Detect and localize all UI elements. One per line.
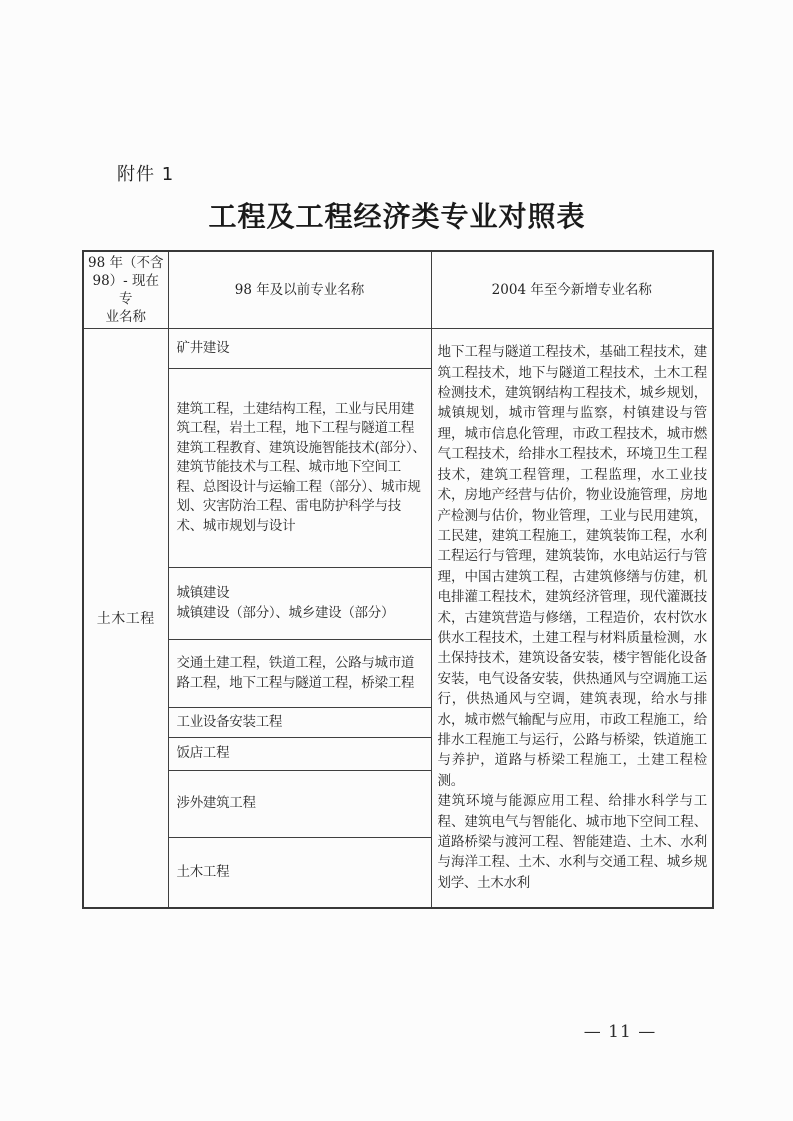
- header-current-major-name: [83, 251, 168, 329]
- header-line: 业名称: [105, 309, 146, 325]
- new-majors-paragraph: 建筑环境与能源应用工程、给排水科学与工程、建筑电气与智能化、城市地下空间工程、道路桥梁与渡河工程、智能建造、土木、水利与海洋工程、土木、水利与交通工程、城乡规划学、土木水利: [437, 793, 707, 891]
- old-major-text: 城镇建设（部分）、城乡建设（部分）: [176, 604, 395, 621]
- old-major-text: 土木工程: [176, 863, 230, 880]
- table-row: [83, 329, 713, 369]
- majors-comparison-table: [82, 250, 714, 909]
- old-major-text: 矿井建设: [176, 339, 230, 356]
- document-title: 工程及工程经济类专业对照表: [208, 200, 586, 233]
- new-majors-cell: [431, 329, 713, 908]
- old-major-cell: [168, 738, 431, 771]
- old-major-text: 交通土建工程，铁道工程，公路与城市道路工程，地下工程与隧道工程，桥梁工程: [176, 655, 415, 691]
- old-major-text: 涉外建筑工程: [176, 795, 256, 812]
- old-major-text: 工业设备安装工程: [176, 713, 283, 730]
- old-major-cell: [168, 708, 431, 738]
- old-major-text: 城镇建设: [176, 585, 230, 601]
- header-line: 98 年（不含: [88, 255, 164, 271]
- header-post2004-major-name: 2004 年至今新增专业名称: [431, 251, 713, 329]
- old-major-text: 建筑工程，土建结构工程，工业与民用建筑工程，岩土工程，地下工程与隧道工程: [176, 400, 415, 437]
- new-majors-paragraph: 地下工程与隧道工程技术，基础工程技术，建筑工程技术，地下与隧道工程技术，土木工程检测技术，建筑钢结构工程技术，城乡规划，城镇规划，城市管理与监察，村镇建设与管理，城市信息化管理，市政工程技术，城市燃气工程技术，给排水工程技术，环境卫生工程技术，建筑工程管理，工程监理，水工业技术，房地产经营与估价，物业设施管理，房地产检测与估价，物业管理，工业与民用建筑，工民建，建筑工程施工，建筑装饰工程，水利工程运行与管理，建筑装饰，水电站运行与管理，中国古建筑工程，古建筑修缮与仿建，机电排灌工程技术，建筑经济管理，现代灌溉技术，古建筑营造与修缮，工程造价，农村饮水供水工程技术，土建工程与材料质量检测，水土保持技术，建筑设备安装，楼宇智能化设备安装，电气设备安装，供热通风与空调施工运行，供热通风与空调，建筑表现，给水与排水，城市燃气输配与应用，市政工程施工，给排水工程施工与运行，公路与桥梁，铁道施工与养护，道路与桥梁工程施工，土建工程检测。: [437, 344, 707, 789]
- old-major-text: 建筑工程教育、建筑设施智能技术(部分）、建筑节能技术与工程、城市地下空间工程、总图设计与运输工程（部分）、城市规划、灾害防治工程、雷电防护科学与技术、城市规划与设计: [176, 439, 426, 534]
- old-major-cell: [168, 838, 431, 908]
- table-header-row: [83, 251, 713, 329]
- old-major-text: 饭店工程: [176, 745, 230, 762]
- header-line: 98）- 现在专: [92, 273, 160, 307]
- attachment-label: 附件 1: [117, 164, 175, 185]
- category-cell: 土木工程: [83, 329, 168, 908]
- page-number: — 11 —: [583, 1022, 657, 1042]
- header-pre98-major-name: 98 年及以前专业名称: [168, 251, 431, 329]
- old-major-cell: [168, 369, 431, 568]
- old-major-cell: [168, 771, 431, 838]
- old-major-cell: [168, 640, 431, 708]
- old-major-cell: [168, 329, 431, 369]
- old-major-cell: [168, 568, 431, 640]
